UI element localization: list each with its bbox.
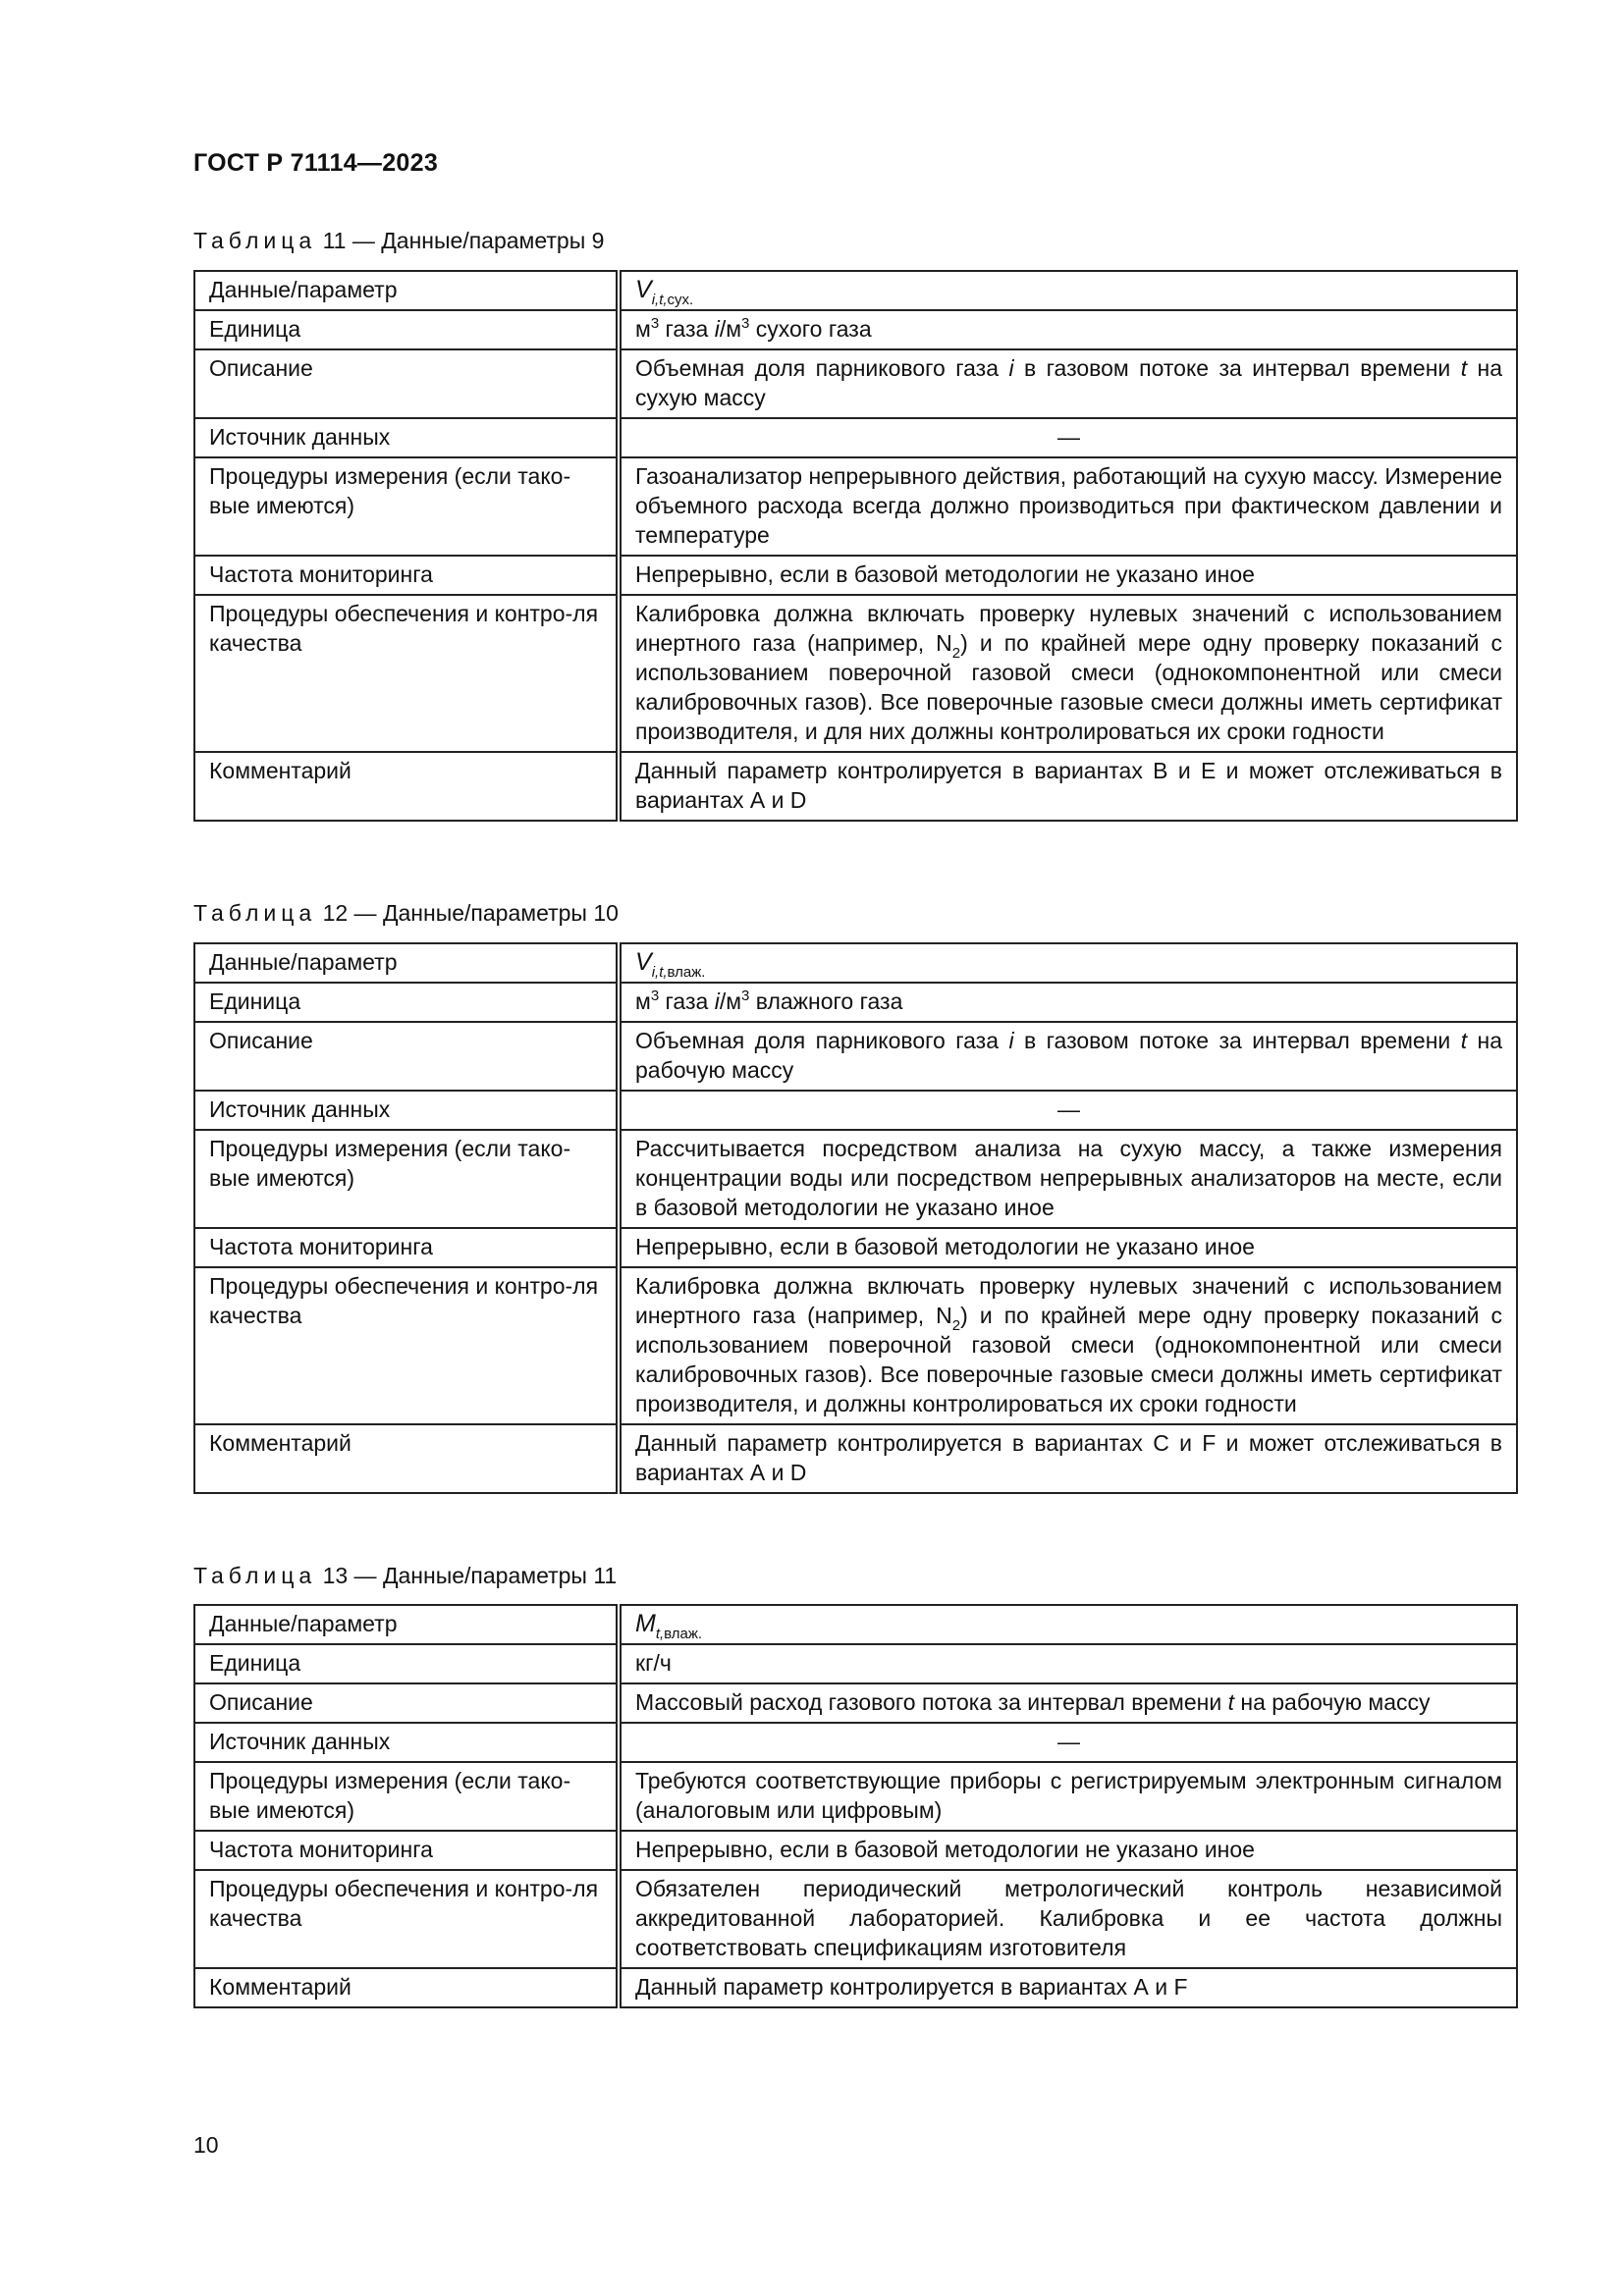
table-row — [194, 595, 1517, 752]
table-row — [194, 457, 1517, 556]
measurement-value: Газоанализатор непрерывного действия, работающий на сухую массу. Измерение объемного расхода всегда должно производиться при фактическом давлении и температуре — [619, 457, 1517, 556]
table-row — [194, 1723, 1517, 1762]
table-row — [194, 1605, 1517, 1644]
table-row — [194, 556, 1517, 595]
source-value: — — [619, 1723, 1517, 1762]
qaqc-value: Калибровка должна включать проверку нулевых значений с использованием инертного газа (например, $N_2$) и по крайней мере одну проверку показаний с использованием поверочной газовой смеси (однокомпонентной или смеси калибровочных газов). Все поверочные газовые смеси должны иметь сертификат производителя, и должны контролироваться их сроки годности — [619, 1267, 1517, 1424]
caption-text: 12 — Данные/параметры 10 — [322, 900, 619, 926]
table-row — [194, 271, 1517, 310]
source-value: — — [619, 1091, 1517, 1130]
caption-word: Таблица — [193, 900, 317, 926]
unit-value: $м^3$ газа $i/м^3$ влажного газа — [619, 983, 1517, 1022]
caption-text: 11 — Данные/параметры 9 — [322, 228, 605, 253]
comment-value: Данный параметр контролируется в вариантах В и Е и может отслеживаться в вариантах А и D — [619, 752, 1517, 821]
row-label: Описание — [194, 1022, 619, 1091]
qaqc-value: Обязателен периодический метрологический контроль независимой аккредитованной лабораторией. Калибровка и ее частота должны соответствовать спецификациям изготовителя — [619, 1870, 1517, 1968]
table-row — [194, 943, 1517, 983]
row-label: Комментарий — [194, 1424, 619, 1493]
source-value: — — [619, 418, 1517, 457]
row-label: Источник данных — [194, 1091, 619, 1130]
row-label: Данные/параметр — [194, 271, 619, 310]
table-row — [194, 983, 1517, 1022]
unit-value: $м^3$ газа $i/м^3$ сухого газа — [619, 310, 1517, 349]
table-caption-11 — [193, 228, 604, 254]
table-caption-13 — [193, 1563, 617, 1589]
row-label: Процедуры обеспечения и контро-ля качества — [194, 1870, 619, 1968]
table-row — [194, 1968, 1517, 2007]
parameters-table-11 — [193, 270, 1518, 822]
row-label: Частота мониторинга — [194, 1228, 619, 1267]
parameters-table-13 — [193, 1604, 1518, 2008]
row-label: Источник данных — [194, 1723, 619, 1762]
caption-text: 13 — Данные/параметры 11 — [322, 1563, 618, 1588]
row-label: Процедуры обеспечения и контро-ля качества — [194, 595, 619, 752]
table-row — [194, 1644, 1517, 1683]
row-label: Процедуры обеспечения и контро-ля качества — [194, 1267, 619, 1424]
table-row — [194, 310, 1517, 349]
table-row — [194, 349, 1517, 418]
table-row — [194, 1831, 1517, 1870]
row-label: Процедуры измерения (если тако-вые имеются) — [194, 457, 619, 556]
row-label: Источник данных — [194, 418, 619, 457]
frequency-value: Непрерывно, если в базовой методологии не указано иное — [619, 1228, 1517, 1267]
table-row — [194, 1267, 1517, 1424]
document-id: ГОСТ Р 71114—2023 — [193, 149, 439, 177]
unit-value: кг/ч — [619, 1644, 1517, 1683]
measurement-value: Рассчитывается посредством анализа на сухую массу, а также измерения концентрации воды или посредством непрерывных анализаторов на месте, если в базовой методологии не указано иное — [619, 1130, 1517, 1228]
frequency-value: Непрерывно, если в базовой методологии не указано иное — [619, 1831, 1517, 1870]
frequency-value: Непрерывно, если в базовой методологии не указано иное — [619, 556, 1517, 595]
comment-value: Данный параметр контролируется в вариантах А и F — [619, 1968, 1517, 2007]
parameter-symbol: $M_{t,влаж.}$ — [619, 1605, 1517, 1644]
table-row — [194, 1870, 1517, 1968]
description-value: Объемная доля парникового газа i в газовом потоке за интервал времени t на сухую массу — [619, 349, 1517, 418]
parameter-symbol: $V_{i,t,сух.}$ — [619, 271, 1517, 310]
row-label: Единица — [194, 983, 619, 1022]
page-number: 10 — [193, 2132, 219, 2158]
row-label: Комментарий — [194, 1968, 619, 2007]
table-row — [194, 418, 1517, 457]
parameters-table-12 — [193, 942, 1518, 1494]
row-label: Описание — [194, 1683, 619, 1723]
row-label: Данные/параметр — [194, 943, 619, 983]
table-row — [194, 1424, 1517, 1493]
row-label: Процедуры измерения (если тако-вые имеются) — [194, 1130, 619, 1228]
table-caption-12 — [193, 900, 619, 927]
parameter-symbol: $V_{i,t,влаж.}$ — [619, 943, 1517, 983]
table-row — [194, 752, 1517, 821]
row-label: Единица — [194, 310, 619, 349]
row-label: Единица — [194, 1644, 619, 1683]
table-row — [194, 1228, 1517, 1267]
table-row — [194, 1130, 1517, 1228]
caption-word: Таблица — [193, 1563, 317, 1588]
description-value: Массовый расход газового потока за интервал времени t на рабочую массу — [619, 1683, 1517, 1723]
row-label: Процедуры измерения (если тако-вые имеются) — [194, 1762, 619, 1831]
row-label: Данные/параметр — [194, 1605, 619, 1644]
table-row — [194, 1762, 1517, 1831]
table-row — [194, 1091, 1517, 1130]
caption-word: Таблица — [193, 228, 317, 253]
row-label: Частота мониторинга — [194, 556, 619, 595]
table-row — [194, 1683, 1517, 1723]
description-value: Объемная доля парникового газа i в газовом потоке за интервал времени t на рабочую массу — [619, 1022, 1517, 1091]
qaqc-value: Калибровка должна включать проверку нулевых значений с использованием инертного газа (например, $N_2$) и по крайней мере одну проверку показаний с использованием поверочной газовой смеси (однокомпонентной или смеси калибровочных газов). Все поверочные газовые смеси должны иметь сертификат производителя, и для них должны контролироваться их сроки годности — [619, 595, 1517, 752]
row-label: Частота мониторинга — [194, 1831, 619, 1870]
table-row — [194, 1022, 1517, 1091]
row-label: Описание — [194, 349, 619, 418]
measurement-value: Требуются соответствующие приборы с регистрируемым электронным сигналом (аналоговым или цифровым) — [619, 1762, 1517, 1831]
comment-value: Данный параметр контролируется в вариантах С и F и может отслеживаться в вариантах А и D — [619, 1424, 1517, 1493]
row-label: Комментарий — [194, 752, 619, 821]
